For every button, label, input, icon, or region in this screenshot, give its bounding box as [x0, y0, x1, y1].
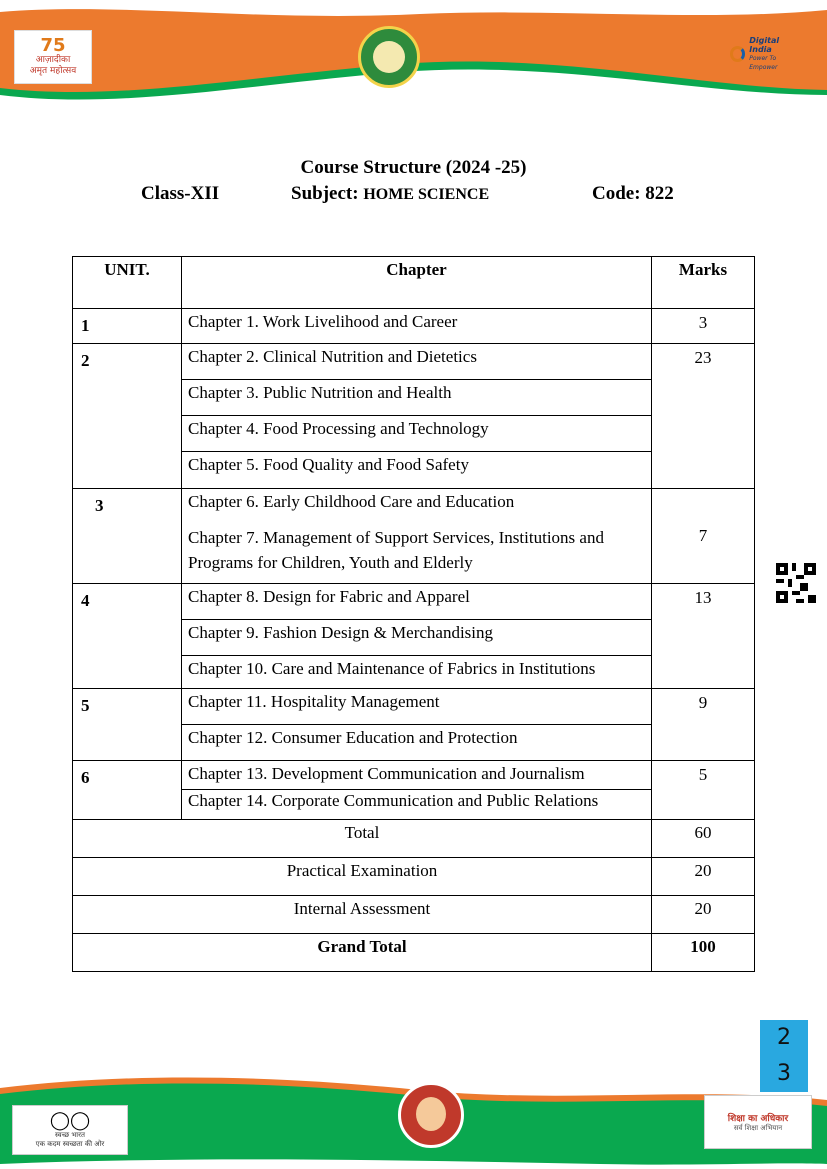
beti-bachao-beti-padhao-logo: [398, 1082, 464, 1148]
chapter-item: Chapter 11. Hospitality Management: [182, 689, 651, 725]
table-row: [73, 309, 755, 344]
chapter-item: Chapter 5. Food Quality and Food Safety: [188, 455, 469, 474]
marks-cell: 13: [652, 584, 755, 689]
course-structure-table: [72, 256, 755, 972]
unit-number: 5: [73, 689, 182, 761]
digital-india-logo: [730, 36, 802, 71]
marks-cell: 5: [652, 761, 755, 820]
digital-india-ring-icon: [730, 46, 745, 62]
grand-total-value: 100: [652, 934, 755, 972]
page-number-line2: 3: [777, 1061, 791, 1086]
rte-sub: सर्व शिक्षा अभियान: [733, 1124, 783, 1132]
scert-seal: [358, 26, 420, 88]
summary-value: 60: [652, 820, 755, 858]
chapter-item: Chapter 6. Early Childhood Care and Education: [188, 492, 515, 511]
summary-row: [73, 820, 755, 858]
chapter-cell: [182, 761, 652, 820]
chapter-cell: [182, 689, 652, 761]
table-row: [73, 584, 755, 689]
digital-india-text: Digital India: [749, 36, 780, 54]
chapter-cell: [182, 344, 652, 489]
code-label: Code: 822: [592, 183, 674, 204]
marks-cell: 3: [652, 309, 755, 344]
azadi-75-mark: 75: [40, 35, 66, 56]
table-row: [73, 489, 755, 584]
marks-cell: 23: [652, 344, 755, 489]
chapter-item: Chapter 7. Management of Support Services, Institutions and Programs for Children, Youth and Elderly: [188, 528, 604, 572]
glasses-icon: ◯◯: [49, 1110, 91, 1131]
table-header-row: [73, 257, 755, 309]
summary-row: [73, 896, 755, 934]
class-label: Class-XII: [141, 183, 220, 204]
table-row: [73, 344, 755, 489]
chapter-item: Chapter 8. Design for Fabric and Apparel: [182, 584, 651, 620]
swachh-bharat-logo: [12, 1105, 128, 1155]
chapter-item: Chapter 3. Public Nutrition and Health: [182, 380, 651, 416]
summary-value: 20: [652, 896, 755, 934]
header-chapter: Chapter: [182, 257, 652, 309]
chapter-item: Chapter 1. Work Livelihood and Career: [188, 312, 458, 331]
azadi-ka-amrit-mahotsav-logo: [14, 30, 92, 84]
rte-text: शिक्षा का अधिकार: [727, 1114, 789, 1124]
unit-number: 2: [73, 344, 182, 489]
summary-row: [73, 934, 755, 972]
girl-face-icon: [416, 1097, 446, 1131]
summary-value: 20: [652, 858, 755, 896]
azadi-text: आज़ादीका: [35, 55, 71, 65]
chapter-item: Chapter 14. Corporate Communication and Public Relations: [188, 791, 599, 810]
unit-number: 1: [73, 309, 182, 344]
unit-number: 3: [73, 489, 182, 584]
summary-label: Practical Examination: [73, 858, 652, 896]
chapter-item: Chapter 10. Care and Maintenance of Fabrics in Institutions: [188, 659, 596, 678]
chapter-cell: [182, 584, 652, 689]
chapter-item: Chapter 9. Fashion Design & Merchandising: [182, 620, 651, 656]
subject-line: [291, 183, 489, 205]
swachh-sub: एक कदम स्वच्छता की ओर: [35, 1140, 105, 1148]
header-unit: UNIT.: [73, 257, 182, 309]
azadi-text-2: अमृत महोत्सव: [29, 66, 77, 76]
chapter-item: Chapter 13. Development Communication and Journalism: [182, 761, 651, 790]
chapter-cell: [182, 309, 652, 344]
subject-label: Subject:: [291, 183, 359, 204]
table-row: [73, 761, 755, 820]
swachh-text: स्वच्छ भारत: [55, 1131, 85, 1139]
header-marks: Marks: [652, 257, 755, 309]
summary-label: Total: [73, 820, 652, 858]
summary-label: Internal Assessment: [73, 896, 652, 934]
chapter-cell: [182, 489, 652, 584]
chapter-item: Chapter 2. Clinical Nutrition and Dietetics: [182, 344, 651, 380]
page-title: Course Structure (2024 -25): [300, 157, 527, 178]
marks-cell: 9: [652, 689, 755, 761]
grand-total-label: Grand Total: [73, 934, 652, 972]
page-number-line1: 2: [777, 1025, 791, 1050]
table-row: [73, 689, 755, 761]
unit-number: 4: [73, 584, 182, 689]
chapter-item: Chapter 4. Food Processing and Technology: [182, 416, 651, 452]
chapter-item: Chapter 12. Consumer Education and Protection: [188, 728, 518, 747]
marks-cell: 7: [652, 489, 755, 584]
qr-code-icon[interactable]: [776, 563, 816, 603]
right-to-education-logo: [704, 1095, 812, 1149]
subject-value: HOME SCIENCE: [363, 186, 490, 203]
summary-row: [73, 858, 755, 896]
digital-india-sub: Power To Empower: [749, 55, 778, 71]
unit-number: 6: [73, 761, 182, 820]
seal-emblem-icon: [373, 41, 405, 73]
